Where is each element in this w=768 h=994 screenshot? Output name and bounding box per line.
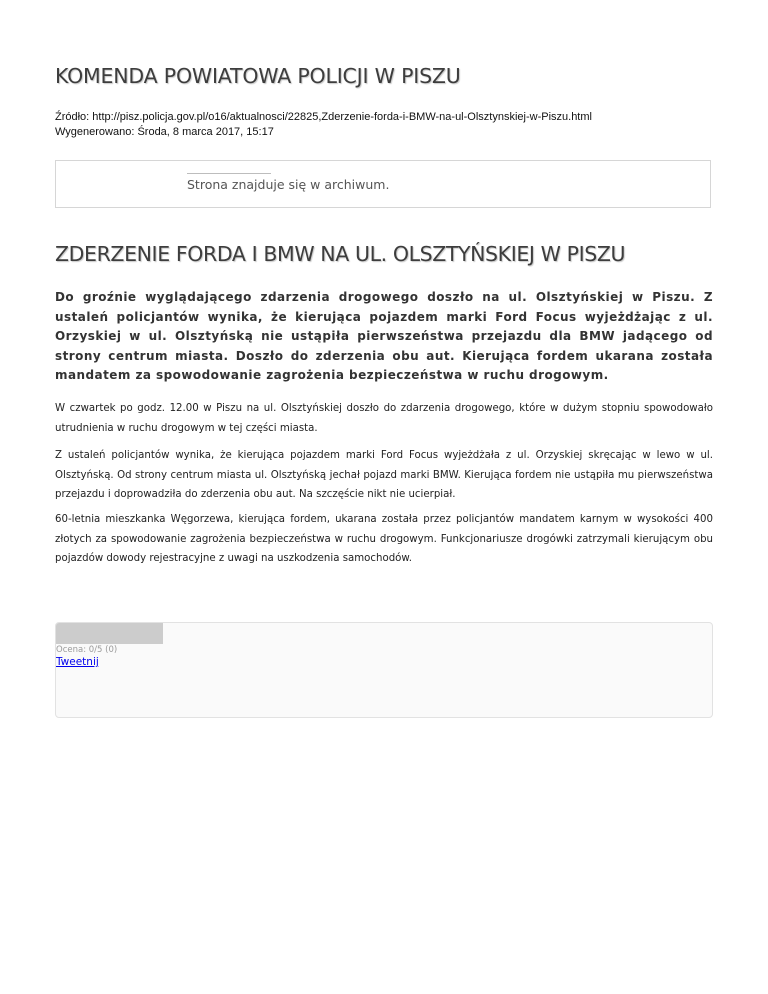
article-lead: Do groźnie wyglądającego zdarzenia drogowego doszło na ul. Olsztyńskiej w Piszu. Z ustaleń policjantów wynika, że kierująca pojazdem marki Ford Focus wyjeżdżając z ul. Orzyskiej w ul. Olsztyńską nie ustąpiła pierwszeństwa przejazdu dla BMW jadącego od strony centrum miasta. Doszło do zderzenia obu aut. Kierująca fordem ukarana została mandatem za spowodowanie zagrożenia bezpieczeństwa w ruchu drogowym. — [55, 290, 713, 382]
rating-text: Ocena: 0/5 (0) — [56, 645, 118, 655]
article-paragraph: 60-letnia mieszkanka Węgorzewa, kierująca fordem, ukarana została przez policjantów mandatem karnym w wysokości 400 złotych za spowodowanie zagrożenia bezpieczeństwa w ruchu drogowym. Funkcjonariusze drogówki zatrzymali kierującym obu pojazdów dowody rejestracyjne z uwagi na uszkodzenia samochodów. — [55, 514, 713, 564]
site-title: KOMENDA POWIATOWA POLICJI W PISZU — [55, 64, 461, 88]
article-title: ZDERZENIE FORDA I BMW NA UL. OLSZTYŃSKIEJ W PISZU — [55, 242, 626, 266]
social-box — [55, 622, 713, 718]
source-url-line: Źródło: http://pisz.policja.gov.pl/o16/aktualnosci/22825,Zderzenie-forda-i-BMW-na-ul-Olsztynskiej-w-Piszu.html — [55, 111, 592, 123]
document-meta — [55, 110, 592, 140]
archive-notice-divider — [187, 173, 271, 174]
article-paragraph: W czwartek po godz. 12.00 w Piszu na ul. Olsztyńskiej doszło do zdarzenia drogowego, które w dużym stopniu spowodowało utrudnienia w ruchu drogowym w tej części miasta. — [55, 403, 713, 434]
archive-notice-text: Strona znajduje się w archiwum. — [187, 177, 390, 192]
archive-notice-box — [55, 160, 711, 208]
article-paragraph: Z ustaleń policjantów wynika, że kierująca pojazdem marki Ford Focus wyjeżdżała z ul. Orzyskiej skręcając w lewo w ul. Olsztyńską. Od strony centrum miasta ul. Olsztyńską jechał pojazd marki BMW. Kierująca fordem nie ustąpiła mu pierwszeństwa przejazdu i doprowadziła do zderzenia obu aut. Na szczęście nikt nie ucierpiał. — [55, 450, 713, 500]
rating-widget[interactable] — [56, 623, 163, 644]
tweet-link[interactable]: Tweetnij — [56, 656, 99, 668]
generated-date-line: Wygenerowano: Środa, 8 marca 2017, 15:17 — [55, 126, 274, 138]
